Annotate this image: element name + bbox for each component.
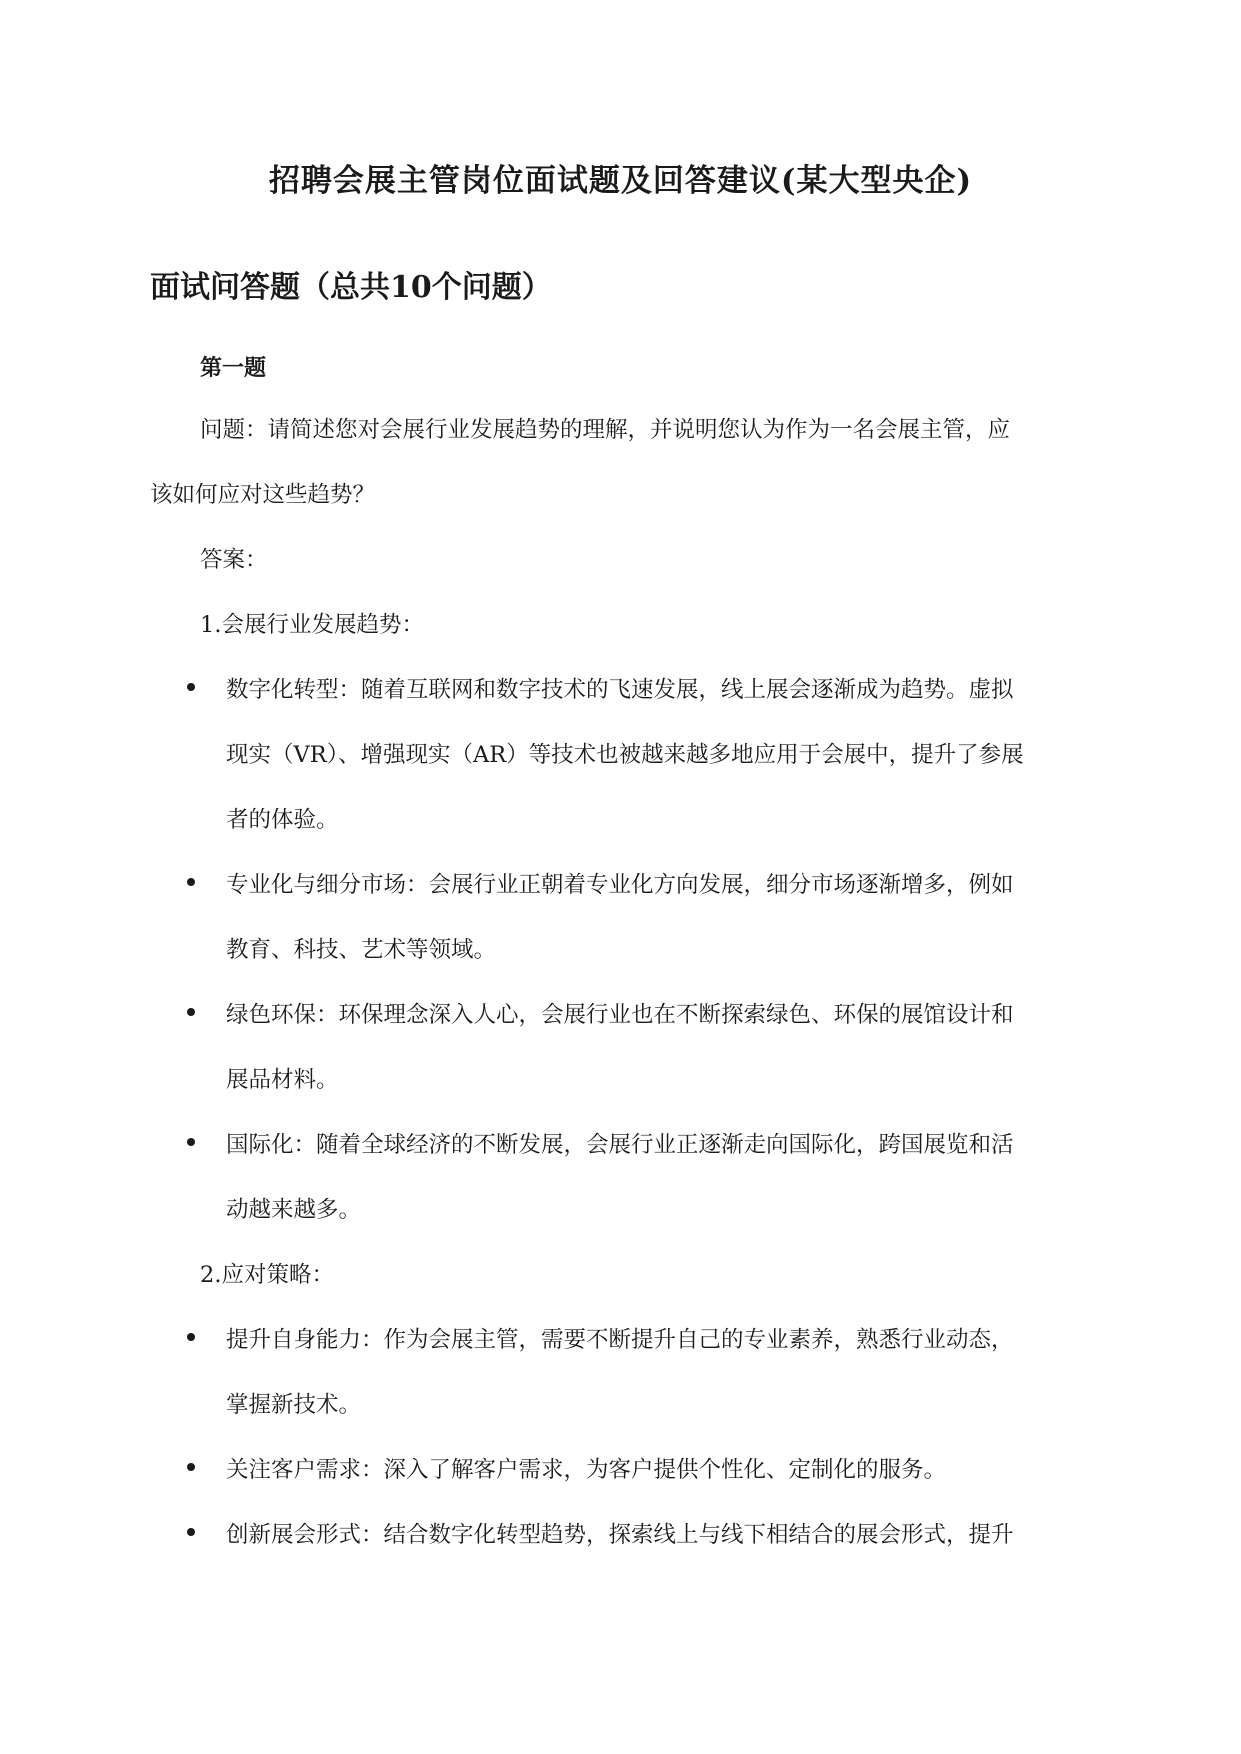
part1-heading: 1.会展行业发展趋势：	[200, 612, 424, 638]
list-item-line: 国际化：随着全球经济的不断发展，会展行业正逐渐走向国际化，跨国展览和活	[226, 1132, 1014, 1158]
document-title: 招聘会展主管岗位面试题及回答建议(某大型央企)	[268, 163, 973, 199]
list-item-line: 绿色环保：环保理念深入人心，会展行业也在不断探索绿色、环保的展馆设计和	[226, 1002, 1014, 1028]
list-item-line: 现实（VR）、增强现实（AR）等技术也被越来越多地应用于会展中，提升了参展	[226, 742, 1024, 768]
bullet-icon	[187, 683, 195, 691]
list-item-line: 动越来越多。	[226, 1197, 362, 1223]
section-heading: 面试问答题（总共10个问题）	[150, 270, 552, 305]
list-item-line: 创新展会形式：结合数字化转型趋势，探索线上与线下相结合的展会形式，提升	[226, 1522, 1014, 1548]
bullet-icon	[187, 878, 195, 886]
question-text-line-1: 问题：请简述您对会展行业发展趋势的理解，并说明您认为作为一名会展主管，应	[200, 417, 1011, 443]
list-item-line: 关注客户需求：深入了解客户需求，为客户提供个性化、定制化的服务。	[226, 1457, 947, 1483]
list-item-line: 掌握新技术。	[226, 1392, 362, 1418]
list-item-line: 教育、科技、艺术等领域。	[226, 937, 497, 963]
answer-label: 答案：	[200, 547, 268, 573]
list-item-line: 提升自身能力：作为会展主管，需要不断提升自己的专业素养，熟悉行业动态，	[226, 1327, 1014, 1353]
bullet-icon	[187, 1008, 195, 1016]
list-item-line: 者的体验。	[226, 807, 339, 833]
bullet-icon	[187, 1463, 195, 1471]
bullet-icon	[187, 1138, 195, 1146]
question-text-line-2: 该如何应对这些趋势？	[150, 482, 376, 508]
bullet-icon	[187, 1333, 195, 1341]
bullet-icon	[187, 1528, 195, 1536]
list-item-line: 展品材料。	[226, 1067, 339, 1093]
part2-heading: 2.应对策略：	[200, 1262, 334, 1288]
list-item-line: 数字化转型：随着互联网和数字技术的飞速发展，线上展会逐渐成为趋势。虚拟	[226, 677, 1014, 703]
list-item-line: 专业化与细分市场：会展行业正朝着专业化方向发展，细分市场逐渐增多，例如	[226, 872, 1014, 898]
question-heading: 第一题	[200, 355, 267, 381]
